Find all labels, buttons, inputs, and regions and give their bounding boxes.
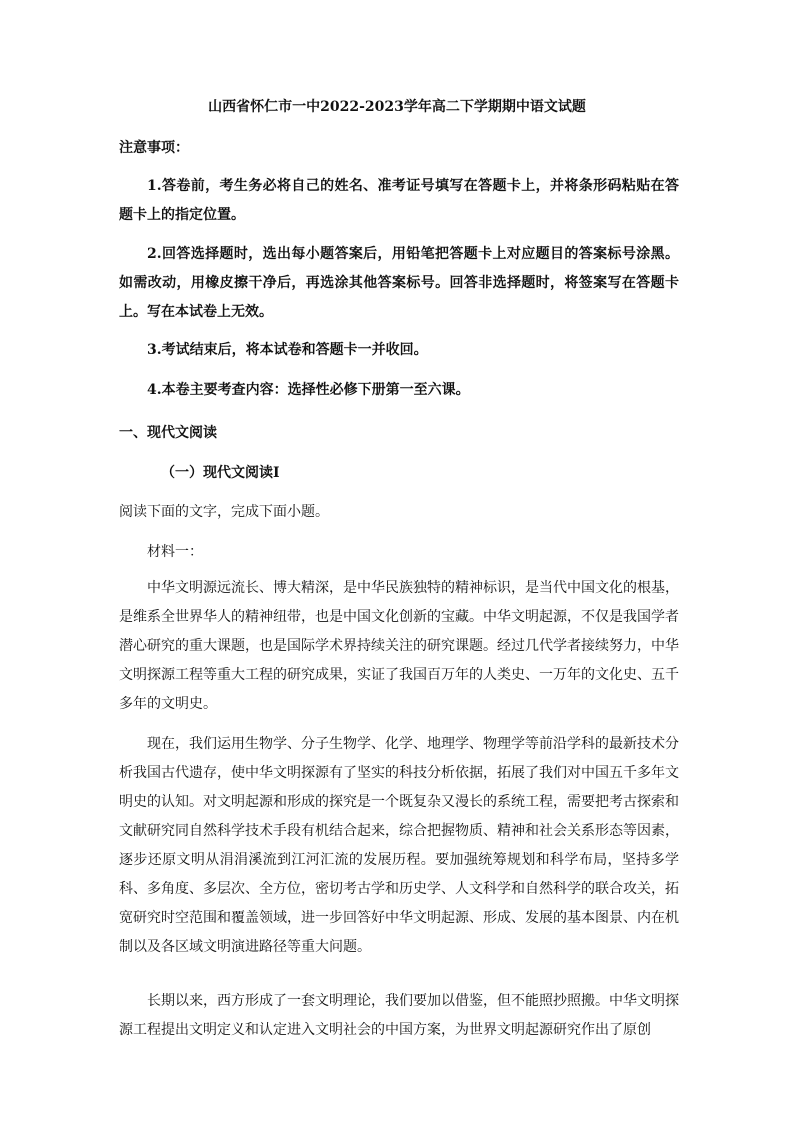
reading-instruction: 阅读下面的文字，完成下面小题。 [119,504,329,520]
material-paragraph-1: 中华文明源远流长、博大精深，是中华民族独特的精神标识，是当代中国文化的根基，是维系全世界华人的精神纽带，也是中国文化创新的宝藏。中华文明起源，不仅是我国学者潜心研究的重大课题，也是国际学术界持续关注的研究课题。经过几代学者接续努力，中华文明探源工程等重大工程的研究成果，实证了我国百万年的人类史、一万年的文化史、五千多年的文明史。 [119,580,679,712]
note-item-2: 2.回答选择题时，选出每小题答案后，用铅笔把答题卡上对应题目的答案标号涂黑。如需改动，用橡皮擦干净后，再选涂其他答案标号。回答非选择题时，将签案写在答题卡上。写在本试卷上无效。 [119,246,679,320]
note-item-4: 4.本卷主要考查内容：选择性必修下册第一至六课。 [147,382,470,398]
notes-heading: 注意事项： [119,140,189,156]
note-item-1: 1.答卷前，考生务必将自己的姓名、准考证号填写在答题卡上，并将条形码粘贴在答题卡上的指定位置。 [119,178,679,223]
document-title: 山西省怀仁市一中2022-2023学年高二下学期期中语文试题 [208,99,586,115]
material-label: 材料一： [147,544,203,560]
material-paragraph-2: 现在，我们运用生物学、分子生物学、化学、地理学、物理学等前沿学科的最新技术分析我国古代遗存，使中华文明探源有了坚实的科技分析依据，拓展了我们对中国五千多年文明史的认知。对文明起源和形成的探究是一个既复杂又漫长的系统工程，需要把考古探索和文献研究同自然科学技术手段有机结合起来，综合把握物质、精神和社会关系形态等因素，逐步还原文明从涓涓溪流到江河汇流的发展历程。要加强统筹规划和科学布局，坚持多学科、多角度、多层次、全方位，密切考古学和历史学、人文科学和自然科学的联合攻关，拓宽研究时空范围和覆盖领域，进一步回答好中华文明起源、形成、发展的基本图景、内在机制以及各区域文明演进路径等重大问题。 [119,736,679,955]
note-item-3: 3.考试结束后，将本试卷和答题卡一并收回。 [147,342,428,358]
section-heading: 一、现代文阅读 [119,425,217,441]
section-subheading: （一）现代文阅读Ⅰ [161,465,280,481]
material-paragraph-3: 长期以来，西方形成了一套文明理论，我们要加以借鉴，但不能照抄照搬。中华文明探源工程提出文明定义和认定进入文明社会的中国方案，为世界文明起源研究作出了原创 [119,993,679,1038]
